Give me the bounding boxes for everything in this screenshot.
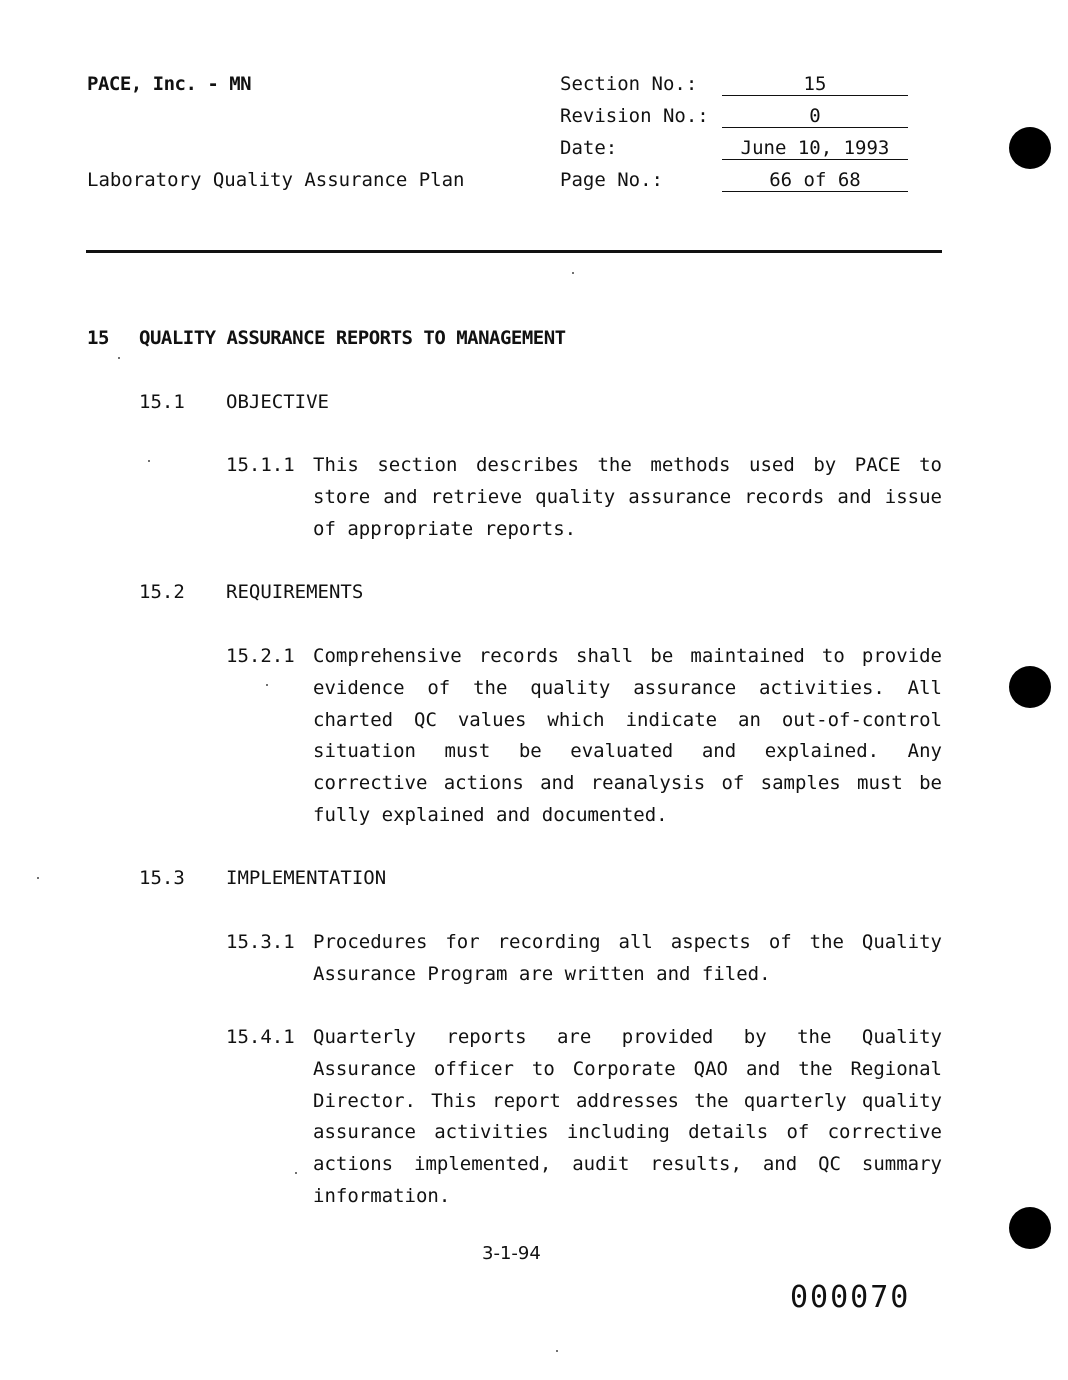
scan-speck (572, 272, 574, 274)
scan-speck (266, 684, 268, 686)
revision-no-label: Revision No.: (560, 105, 709, 127)
scan-speck (37, 877, 39, 879)
paragraph-text: Comprehensive records shall be maintained to provide evidence of the quality assurance activities. All charted QC values which indicate an out-of-control situation must be evaluated and explained. Any corrective actions and reanalysis of samples must be fully explained and documented. (313, 645, 942, 826)
subsection-number: 15.1 (139, 391, 185, 413)
paragraph-text: Procedures for recording all aspects of the Quality Assurance Program are written and filed. (313, 931, 942, 985)
scan-speck (295, 1172, 297, 1174)
paragraph-text: Quarterly reports are provided by the Quality Assurance officer to Corporate QAO and the Regional Director. This report addresses the quarterly quality assurance activities including details of corrective actions implemented, audit results, and QC summary information. (313, 1026, 942, 1207)
paragraph-number: 15.1.1 (226, 454, 295, 476)
subsection-number: 15.3 (139, 867, 185, 889)
scan-speck (148, 460, 150, 462)
header-divider (86, 250, 942, 253)
section-no-label: Section No.: (560, 73, 698, 95)
paragraph-text: This section describes the methods used by PACE to store and retrieve quality assurance records and issue of appropriate reports. (313, 454, 942, 540)
company-name: PACE, Inc. - MN (87, 73, 252, 95)
punch-hole (1009, 1207, 1051, 1249)
date-value: June 10, 1993 (722, 137, 908, 160)
scan-speck (118, 357, 120, 359)
subsection-title: IMPLEMENTATION (226, 867, 387, 889)
subsection-title: OBJECTIVE (226, 391, 329, 413)
revision-no-value: 0 (722, 105, 908, 128)
subsection-title: REQUIREMENTS (226, 581, 364, 603)
paragraph-number: 15.3.1 (226, 931, 295, 953)
scan-speck (556, 1350, 558, 1352)
page-no-value: 66 of 68 (722, 169, 908, 192)
section-number: 15 (87, 327, 109, 349)
punch-hole (1009, 666, 1051, 708)
paragraph-number: 15.4.1 (226, 1026, 295, 1048)
plan-title: Laboratory Quality Assurance Plan (87, 169, 465, 191)
subsection-number: 15.2 (139, 581, 185, 603)
date-label: Date: (560, 137, 618, 159)
punch-hole (1009, 127, 1051, 169)
handwritten-date: 3-1-94 (482, 1243, 541, 1264)
section-title: QUALITY ASSURANCE REPORTS TO MANAGEMENT (139, 327, 566, 349)
bates-number: 000070 (790, 1280, 911, 1315)
section-no-value: 15 (722, 73, 908, 96)
page-no-label: Page No.: (560, 169, 663, 191)
paragraph-number: 15.2.1 (226, 645, 295, 667)
